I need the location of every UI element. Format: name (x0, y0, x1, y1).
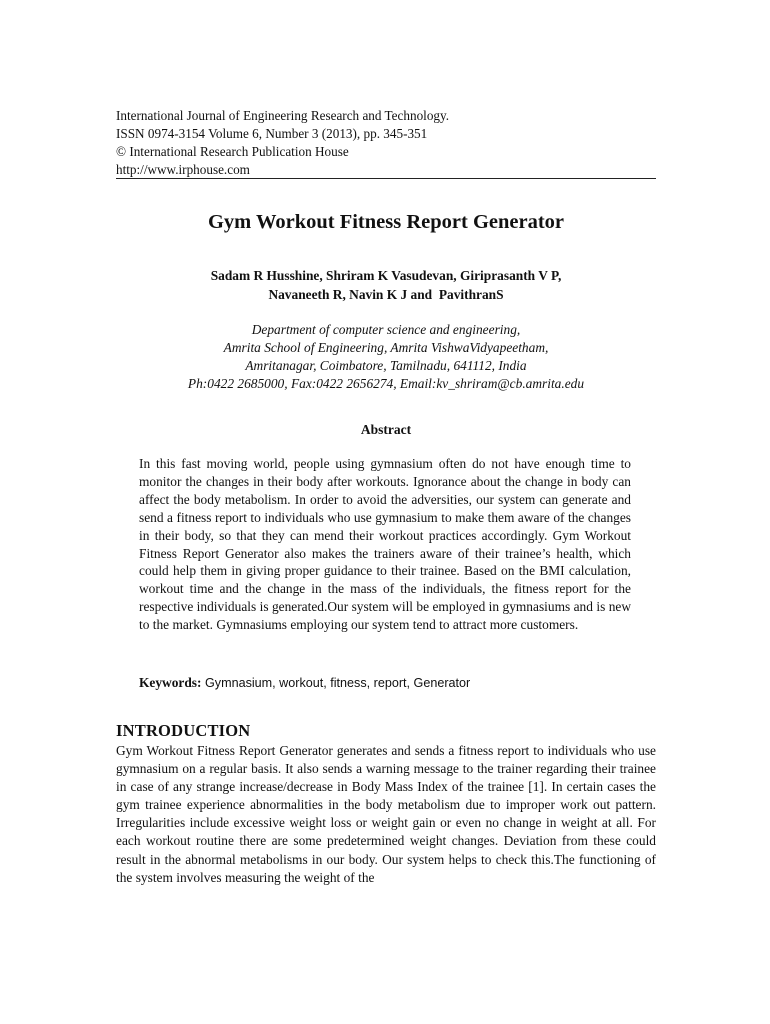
header-divider (116, 178, 656, 179)
keywords-line (139, 675, 631, 691)
journal-header (116, 107, 656, 179)
journal-url: http://www.irphouse.com (116, 162, 250, 177)
copyright-line: © International Research Publication House (116, 144, 349, 159)
keywords-label: Keywords: (139, 675, 202, 690)
affiliation-line: Department of computer science and engineering, (251, 322, 521, 337)
journal-name: International Journal of Engineering Research and Technology. (116, 108, 450, 123)
authors-line: Sadam R Husshine, Shriram K Vasudevan, Giriprasanth V P, (210, 268, 562, 283)
paper-title: Gym Workout Fitness Report Generator (207, 211, 565, 233)
abstract-heading: Abstract (360, 422, 412, 437)
author-list (116, 266, 656, 304)
affiliation-line: Amrita School of Engineering, Amrita VishwaVidyapeetham, (223, 340, 549, 355)
contact-line: Ph:0422 2685000, Fax:0422 2656274, Email:kv_shriram@cb.amrita.edu (187, 376, 585, 391)
issn-line: ISSN 0974-3154 Volume 6, Number 3 (2013), pp. 345-351 (116, 126, 428, 141)
introduction-heading: INTRODUCTION (116, 721, 251, 740)
keywords-list: Gymnasium, workout, fitness, report, Generator (201, 676, 471, 690)
abstract-body: In this fast moving world, people using gymnasium often do not have enough time to monitor the changes in their body after workouts. Ignorance about the change in body can affect the body metabolism. In order to avoid the adversities, our system can generate and send a fitness report to individuals who use gymnasium to make them aware of the changes in their body, so that they can mend their workout practices accordingly. Gym Workout Fitness Report Generator also makes the trainers aware of their trainee’s health, which could help them in giving proper guidance to their trainee. Based on the BMI calculation, workout time and the change in the mass of the individuals, the fitness report for the respective individuals is generated.Our system will be employed in gymnasiums and is new to the market. Gymnasiums employing our system tend to attract more customers. (139, 456, 631, 633)
affiliation-line: Amritanagar, Coimbatore, Tamilnadu, 641112, India (245, 358, 527, 373)
introduction-body: Gym Workout Fitness Report Generator generates and sends a fitness report to individuals who use gymnasium on a regular basis. It also sends a warning message to the trainer regarding their trainee in case of any strange increase/decrease in Body Mass Index of the trainee [1]. In certain cases the gym trainee experience abnormalities in the body metabolism due to improper work out pattern. Irregularities include excessive weight loss or weight gain or even no change in weight at all. For each workout routine there are some predetermined weight changes. Deviation from these could result in the abnormal metabolisms in our body. Our system helps to check this.The functioning of the system involves measuring the weight of the (116, 743, 656, 885)
affiliation-block (116, 321, 656, 393)
authors-line: Navaneeth R, Navin K J and PavithranS (268, 287, 504, 302)
